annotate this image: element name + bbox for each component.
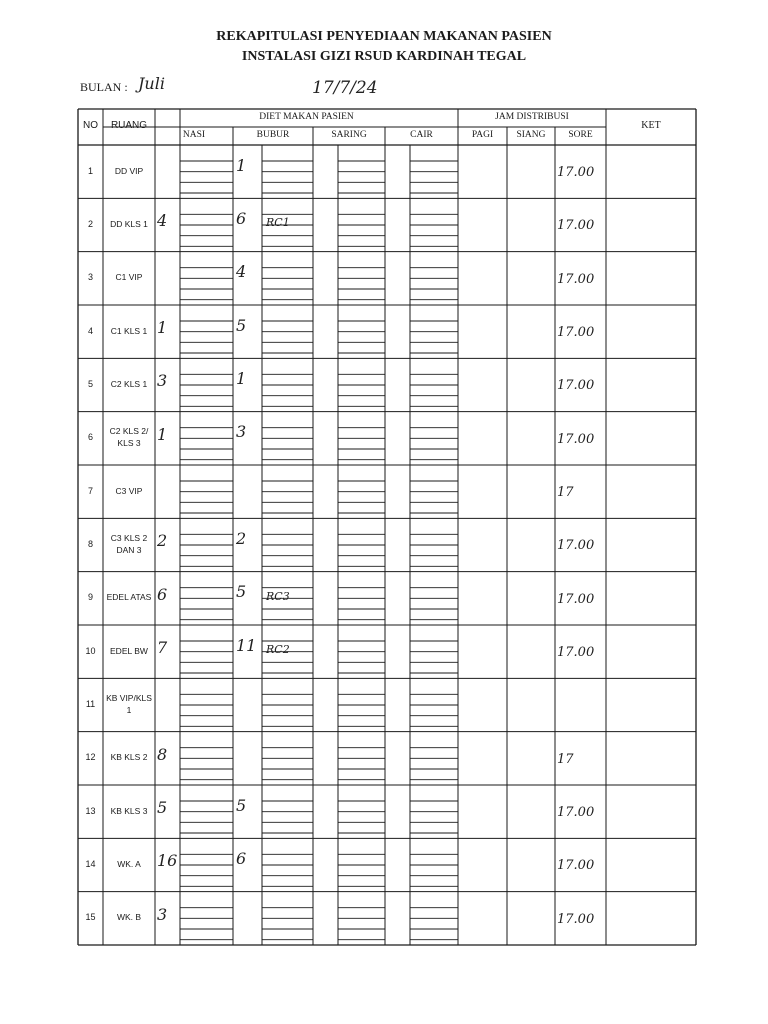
bubur-count: 1 — [236, 369, 247, 388]
bubur-count: 3 — [236, 422, 247, 442]
bubur-count: 11 — [236, 635, 257, 655]
sore-time: 17.00 — [557, 378, 595, 394]
document-subtitle: INSTALASI GIZI RSUD KARDINAH TEGAL — [241, 49, 527, 64]
nasi-count: 3 — [157, 371, 168, 391]
nasi-count: 1 — [157, 424, 168, 444]
nasi-count: 3 — [157, 904, 168, 924]
row-number: 2 — [87, 219, 93, 229]
sore-time: 17.00 — [557, 538, 595, 554]
sore-time: 17.00 — [557, 805, 595, 820]
column-header-saring: SARING — [331, 130, 367, 140]
row-ruang-name: EDEL BW — [110, 645, 148, 656]
row-number: 14 — [85, 859, 96, 869]
sore-time: 17.00 — [557, 591, 595, 607]
bubur-count: 4 — [236, 262, 247, 282]
row-ruang-name: KLS 3 — [117, 438, 141, 449]
bubur-count: 5 — [236, 315, 247, 335]
column-header-nasi: NASI — [182, 130, 206, 140]
row-number: 3 — [87, 272, 93, 283]
row-number: 15 — [85, 912, 96, 923]
bulan-label: BULAN : — [80, 80, 128, 94]
row-ruang-name: C1 VIP — [115, 272, 143, 283]
column-header-pagi: PAGI — [471, 130, 494, 140]
row-number: 9 — [87, 592, 93, 603]
row-ruang-name: DD VIP — [114, 165, 144, 176]
sore-time: 17 — [557, 751, 574, 767]
row-ruang-name: EDEL ATAS — [106, 592, 152, 603]
row-ruang-name: C2 KLS 1 — [110, 379, 148, 389]
bubur-count: 2 — [236, 529, 247, 548]
bulan-value: Juli — [138, 74, 165, 93]
row-ruang-name: C1 KLS 1 — [110, 325, 148, 336]
sore-time: 17.00 — [557, 165, 595, 180]
column-header-siang: SIANG — [516, 130, 546, 140]
column-header-ruang: RUANG — [110, 120, 148, 131]
row-number: 4 — [87, 325, 93, 336]
sore-time: 17.00 — [557, 271, 595, 287]
row-number: 12 — [85, 752, 96, 763]
nasi-count: 8 — [157, 744, 168, 764]
nasi-count: 4 — [157, 211, 168, 231]
column-header-no: NO — [83, 120, 98, 131]
row-ruang-name: KB KLS 2 — [110, 752, 148, 763]
bubur-count: 6 — [236, 849, 247, 868]
row-ruang-name: C3 VIP — [115, 485, 143, 496]
row-ruang-name: KB KLS 3 — [110, 805, 148, 816]
row-number: 11 — [85, 699, 96, 709]
sore-time: 17.00 — [557, 645, 595, 660]
bubur-count: 5 — [236, 582, 247, 602]
nasi-count: 2 — [157, 531, 168, 551]
row-ruang-name: C2 KLS 2/ — [109, 426, 149, 437]
header-diet-group: DIET MAKAN PASIEN — [259, 112, 354, 122]
nasi-count: 1 — [157, 318, 168, 338]
sore-time: 17.00 — [557, 858, 595, 874]
sore-time: 17.00 — [557, 431, 595, 447]
row-ruang-name: KB VIP/KLS — [106, 693, 152, 703]
row-ruang-name: C3 KLS 2 — [110, 533, 148, 543]
row-number: 10 — [85, 645, 96, 656]
sore-time: 17.00 — [557, 325, 595, 340]
nasi-count: 16 — [157, 851, 178, 871]
bubur-count: 1 — [236, 155, 247, 175]
document-title: REKAPITULASI PENYEDIAAN MAKANAN PASIEN — [216, 29, 552, 44]
row-ruang-name: DD KLS 1 — [110, 219, 148, 229]
bubur-note: RC3 — [266, 589, 290, 603]
column-header-cair: CAIR — [410, 130, 433, 140]
row-number: 13 — [85, 805, 96, 816]
row-ruang-name: DAN 3 — [116, 545, 142, 555]
column-header-bubur: BUBUR — [256, 130, 290, 140]
column-header-ket: KET — [641, 120, 661, 131]
row-ruang-name: 1 — [126, 705, 132, 715]
row-ruang-name: WK. A — [117, 859, 141, 869]
bubur-count: 5 — [236, 795, 247, 815]
nasi-count: 7 — [157, 638, 168, 658]
row-number: 8 — [87, 539, 93, 549]
row-number: 5 — [87, 379, 93, 389]
bubur-count: 6 — [236, 209, 247, 228]
header-jam-group: JAM DISTRIBUSI — [495, 112, 569, 122]
bubur-note: RC1 — [266, 216, 290, 230]
sore-time: 17.00 — [557, 218, 595, 234]
sore-time: 17 — [557, 485, 574, 500]
bubur-note: RC2 — [266, 643, 290, 657]
row-number: 6 — [87, 432, 93, 443]
column-header-sore: SORE — [568, 130, 593, 140]
nasi-count: 6 — [157, 584, 168, 604]
nasi-count: 5 — [157, 798, 168, 818]
row-number: 7 — [87, 485, 93, 496]
sore-time: 17.00 — [557, 911, 595, 927]
date-value: 17/7/24 — [312, 78, 378, 98]
row-number: 1 — [87, 165, 93, 176]
row-ruang-name: WK. B — [116, 912, 142, 923]
